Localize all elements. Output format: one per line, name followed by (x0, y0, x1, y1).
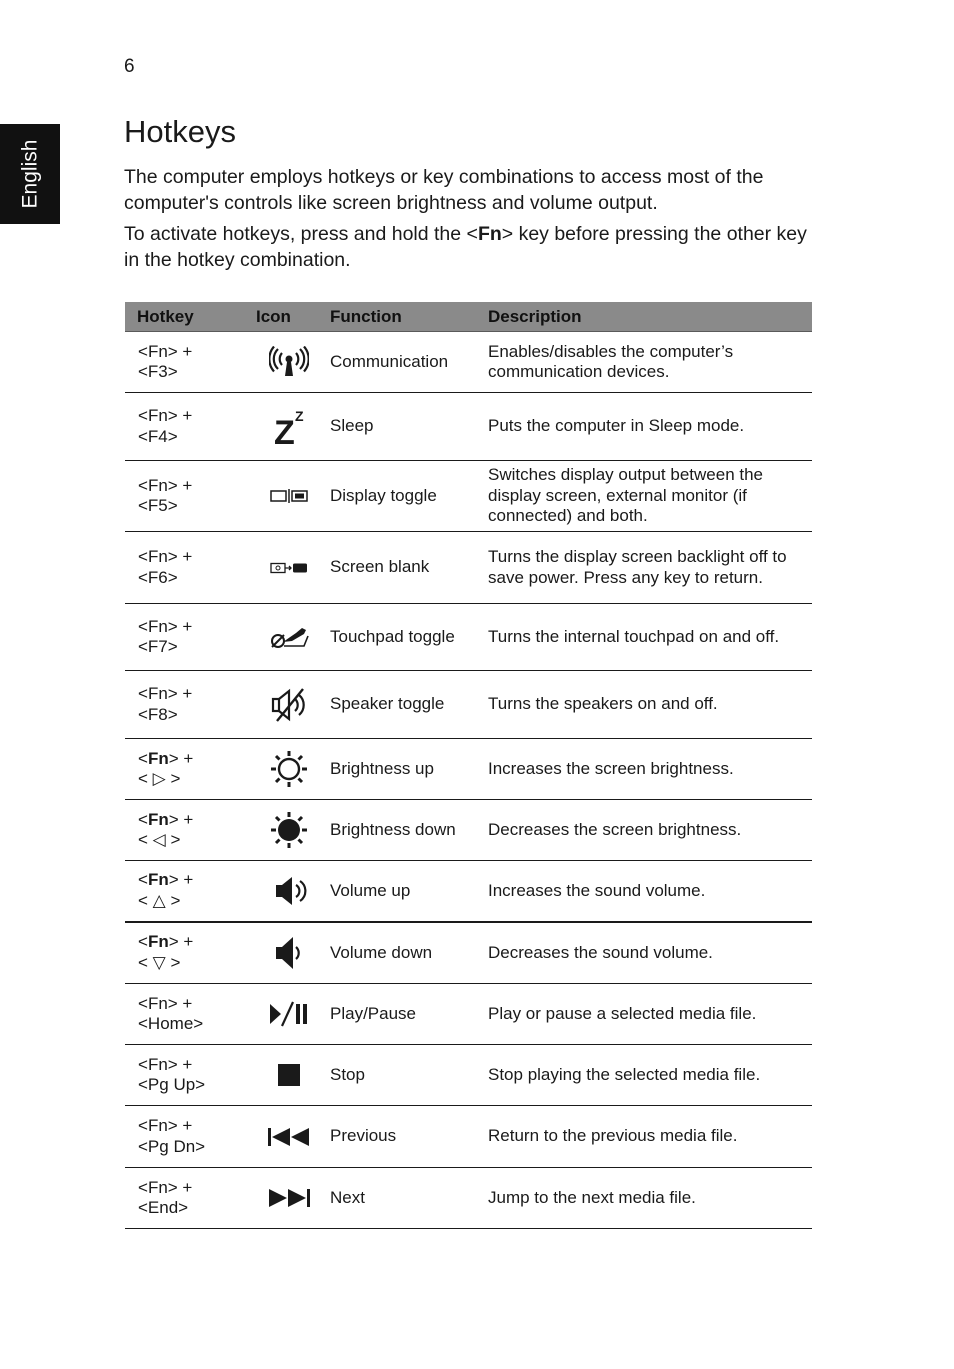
function-cell: Brightness up (330, 739, 488, 800)
function-cell: Brightness down (330, 800, 488, 861)
header-hotkey: Hotkey (125, 302, 248, 332)
function-cell: Volume down (330, 922, 488, 984)
fn-modifier: <Fn> + (138, 870, 194, 890)
hotkey-key: <F8> (138, 704, 178, 724)
description-cell: Puts the computer in Sleep mode. (488, 393, 812, 461)
description-cell: Switches display output between the display screen, external monitor (if connected) and both. (488, 461, 812, 532)
icon-cell (248, 332, 330, 393)
fn-key-label: Fn (477, 223, 502, 245)
icon-cell (248, 800, 330, 861)
hotkey-cell (125, 984, 248, 1045)
icon-cell (248, 671, 330, 739)
function-cell: Screen blank (330, 532, 488, 604)
table-row (125, 671, 812, 739)
function-cell: Speaker toggle (330, 671, 488, 739)
hotkey-cell (125, 332, 248, 393)
hotkey-key: < ▽ > (138, 952, 181, 972)
description-cell: Turns the speakers on and off. (488, 671, 812, 739)
hotkey-cell (125, 604, 248, 671)
function-cell: Touchpad toggle (330, 604, 488, 671)
icon-cell (248, 984, 330, 1045)
function-cell: Play/Pause (330, 984, 488, 1045)
hotkey-key: <Pg Up> (138, 1075, 206, 1094)
icon-cell (248, 461, 330, 532)
play-pause-icon (267, 1003, 311, 1022)
table-row (125, 1045, 812, 1106)
hotkey-cell (125, 1045, 248, 1106)
function-cell: Communication (330, 332, 488, 393)
function-cell: Display toggle (330, 461, 488, 532)
description-cell: Jump to the next media file. (488, 1168, 812, 1229)
fn-modifier: <Fn> + (138, 932, 194, 952)
description-cell: Increases the sound volume. (488, 861, 812, 922)
previous-icon (266, 1126, 312, 1145)
volume-up-icon (271, 880, 307, 899)
table-row (125, 984, 812, 1045)
table-row (125, 393, 812, 461)
table-row (125, 739, 812, 800)
function-cell: Next (330, 1168, 488, 1229)
description-cell: Increases the screen brightness. (488, 739, 812, 800)
hotkey-key: < ▷ > (138, 769, 181, 788)
function-cell: Volume up (330, 861, 488, 922)
table-row (125, 800, 812, 861)
fn-modifier: <Fn> + (138, 616, 193, 636)
icon-cell (248, 1106, 330, 1168)
hotkey-key: <Home> (138, 1014, 204, 1033)
hotkey-cell (125, 800, 248, 861)
instruction-paragraph (124, 221, 814, 273)
table-row (125, 461, 812, 532)
description-cell: Turns the display screen backlight off to save power. Press any key to return. (488, 532, 812, 604)
fn-modifier: <Fn> + (138, 547, 193, 566)
brightness-up-icon (269, 758, 309, 777)
svg-text:Z: Z (295, 407, 304, 424)
header-icon: Icon (248, 302, 330, 332)
instruction-text-start: To activate hotkeys, press and hold the < (124, 223, 478, 245)
hotkey-key: <Pg Dn> (138, 1136, 206, 1156)
page-title: Hotkeys (124, 114, 236, 149)
description-cell: Enables/disables the computer’s communication devices. (488, 332, 812, 393)
hotkey-key: <F4> (138, 426, 178, 446)
hotkey-key: <F7> (138, 637, 178, 656)
table-row (125, 604, 812, 671)
table-row (125, 1106, 812, 1168)
side-tab-label: English (18, 139, 42, 209)
icon-cell (248, 532, 330, 604)
svg-text:Z: Z (274, 413, 295, 447)
hotkey-key: < ◁ > (138, 830, 181, 849)
icon-cell (248, 604, 330, 671)
fn-modifier: <Fn> + (138, 475, 193, 495)
stop-icon (275, 1064, 303, 1083)
hotkey-key: <F3> (138, 362, 178, 381)
hotkey-cell (125, 532, 248, 604)
intro-paragraph: The computer employs hotkeys or key combinations to access most of the computer's controls like screen brightness and volume output. (124, 166, 764, 214)
fn-modifier: <Fn> + (138, 1116, 193, 1135)
fn-modifier: <Fn> + (138, 809, 194, 829)
language-side-tab (0, 124, 60, 224)
description-cell: Play or pause a selected media file. (488, 984, 812, 1045)
description-cell: Turns the internal touchpad on and off. (488, 604, 812, 671)
page-number: 6 (124, 56, 135, 77)
header-description: Description (488, 302, 812, 332)
hotkey-cell (125, 393, 248, 461)
table-header-row (125, 302, 812, 332)
fn-modifier: <Fn> + (138, 1054, 193, 1074)
table-row (125, 1168, 812, 1229)
hotkey-cell (125, 861, 248, 922)
next-icon (266, 1187, 312, 1206)
communication-icon (269, 351, 309, 370)
hotkey-key: <End> (138, 1198, 189, 1217)
function-cell: Previous (330, 1106, 488, 1168)
hotkey-cell (125, 1168, 248, 1229)
function-cell: Stop (330, 1045, 488, 1106)
hotkey-key: <F6> (138, 567, 178, 587)
description-cell: Decreases the sound volume. (488, 922, 812, 984)
table-row (125, 332, 812, 393)
icon-cell (248, 861, 330, 922)
table-row (125, 861, 812, 922)
fn-modifier: <Fn> + (138, 748, 194, 768)
icon-cell (248, 739, 330, 800)
description-cell: Decreases the screen brightness. (488, 800, 812, 861)
hotkey-cell (125, 461, 248, 532)
description-cell: Stop playing the selected media file. (488, 1045, 812, 1106)
fn-modifier: <Fn> + (138, 1177, 193, 1197)
description-cell: Return to the previous media file. (488, 1106, 812, 1168)
fn-modifier: <Fn> + (138, 993, 193, 1013)
hotkey-key: <F5> (138, 496, 178, 515)
hotkeys-table (125, 302, 812, 1229)
sleep-icon (271, 407, 307, 447)
touchpad-toggle-icon (268, 626, 310, 645)
instruction-text-end: > key before pressing the other key in the hotkey combination. (124, 223, 807, 271)
header-function: Function (330, 302, 488, 332)
icon-cell (248, 1168, 330, 1229)
table-row (125, 922, 812, 984)
hotkey-cell (125, 671, 248, 739)
function-cell: Sleep (330, 393, 488, 461)
icon-cell (248, 393, 330, 461)
screen-blank-icon (269, 557, 309, 576)
table-row (125, 532, 812, 604)
hotkey-cell (125, 1106, 248, 1168)
display-toggle-icon (269, 486, 309, 505)
brightness-down-icon (269, 819, 309, 838)
fn-modifier: <Fn> + (138, 341, 193, 361)
icon-cell (248, 922, 330, 984)
fn-modifier: <Fn> + (138, 406, 193, 425)
hotkey-cell (125, 922, 248, 984)
hotkey-cell (125, 739, 248, 800)
hotkey-key: < △ > (138, 890, 181, 910)
fn-modifier: <Fn> + (138, 684, 193, 703)
icon-cell (248, 1045, 330, 1106)
volume-down-icon (271, 942, 307, 961)
speaker-toggle-icon (269, 694, 309, 713)
